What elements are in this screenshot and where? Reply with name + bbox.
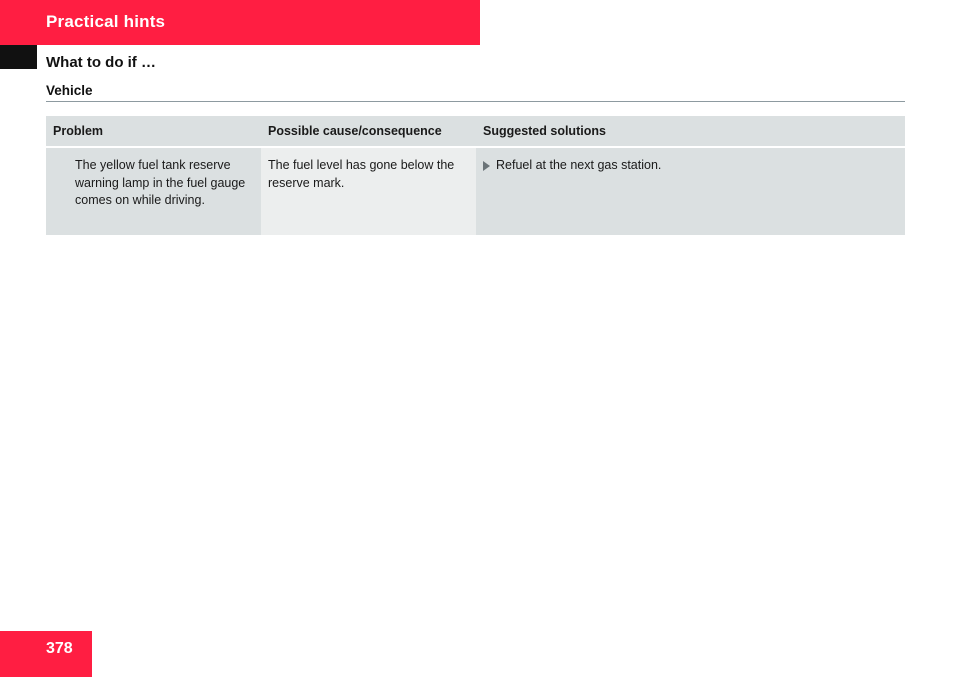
step-arrow-icon — [483, 161, 490, 171]
column-header-problem: Problem — [46, 116, 261, 148]
cause-cell: The fuel level has gone below the reserve mark. — [261, 148, 476, 235]
subsection-title: What to do if … — [46, 54, 156, 71]
column-header-solutions: Suggested solutions — [476, 116, 905, 148]
sub-heading: Vehicle — [46, 83, 93, 98]
problem-cell: The yellow fuel tank reserve warning lamp in the fuel gauge comes on while driving. — [46, 148, 261, 235]
solution-cell — [476, 148, 905, 235]
heading-divider — [46, 101, 905, 102]
solution-step-text: Refuel at the next gas station. — [496, 158, 662, 172]
section-title: Practical hints — [46, 12, 166, 31]
column-header-cause: Possible cause/consequence — [261, 116, 476, 148]
section-tab-marker — [0, 45, 37, 69]
page-number: 378 — [46, 640, 73, 657]
troubleshooting-table — [46, 116, 905, 235]
solution-step — [483, 157, 898, 175]
table-header-row — [46, 116, 905, 148]
table-row — [46, 148, 905, 235]
